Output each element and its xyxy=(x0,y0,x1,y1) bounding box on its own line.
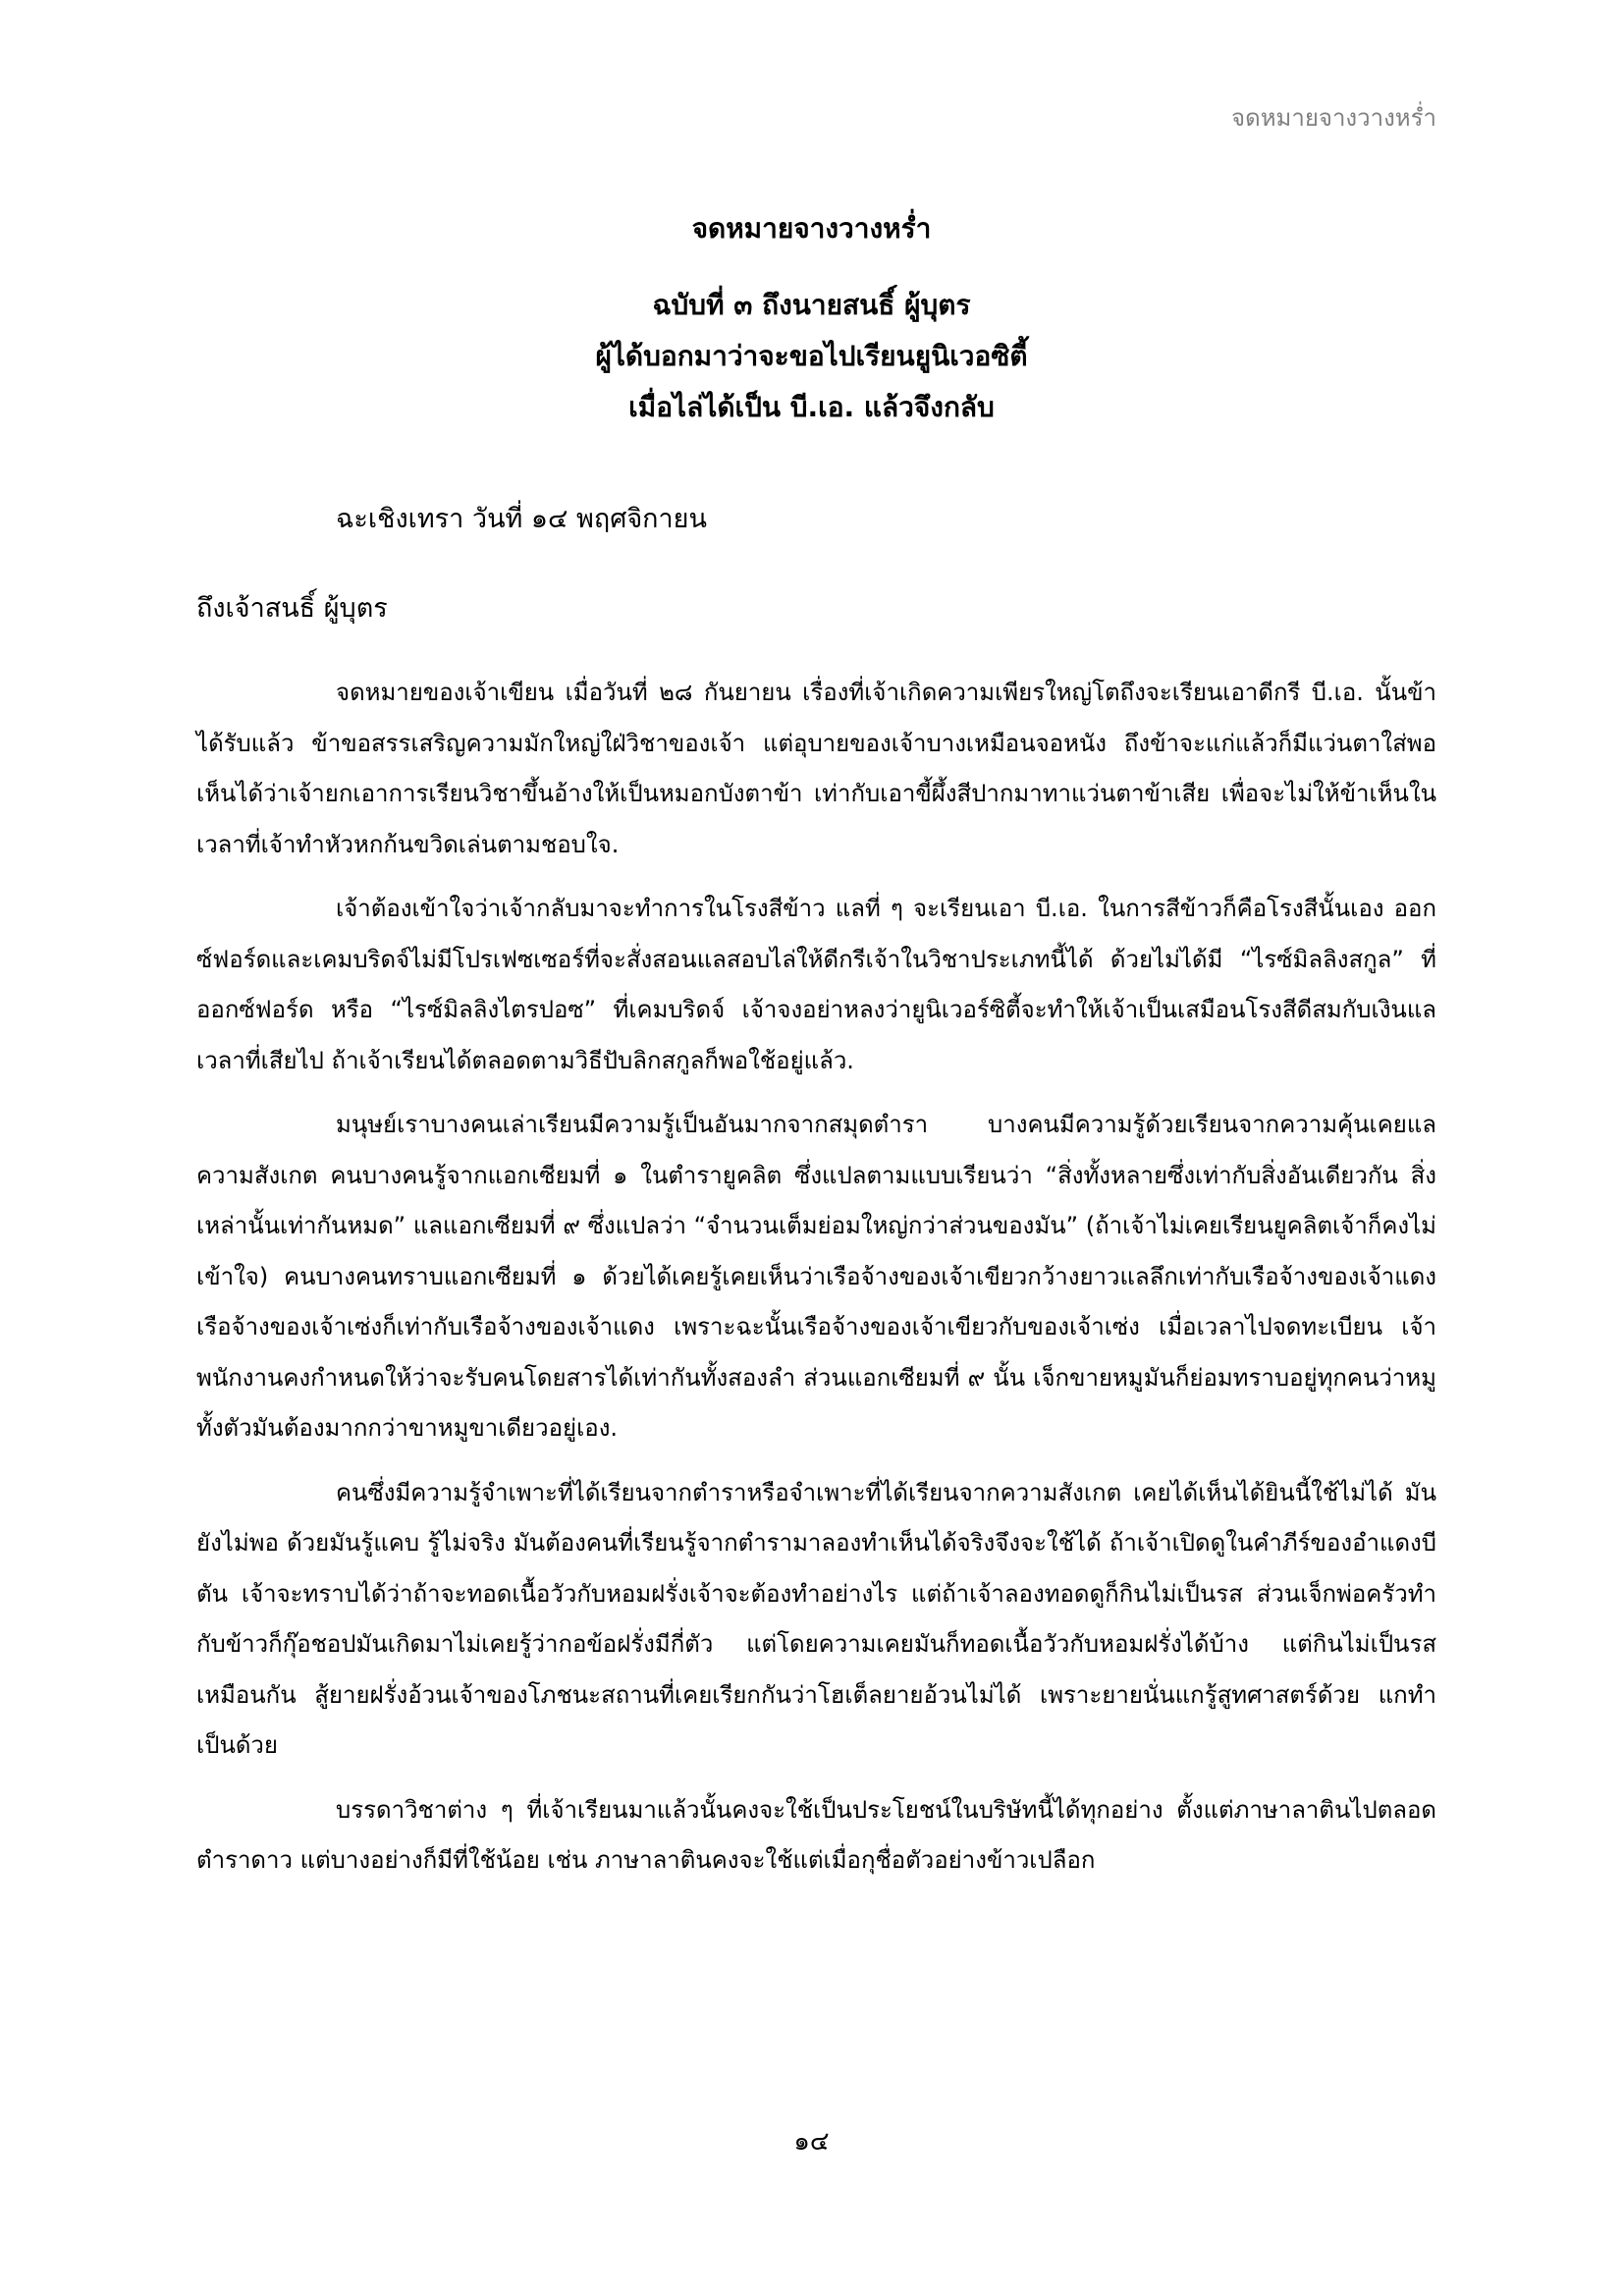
subtitle-line-2: ผู้ได้บอกมาว่าจะขอไปเรียนยูนิเวอซิตี้ xyxy=(595,340,1028,372)
subtitle-line-1: ฉบับที่ ๓ ถึงนายสนธิ์ ผู้บุตร xyxy=(652,289,971,321)
dateline: ฉะเชิงเทรา วันที่ ๑๔ พฤศจิกายน xyxy=(336,504,707,534)
paragraph: บรรดาวิชาต่าง ๆ ที่เจ้าเรียนมาแล้วนั้นคงจะใช้เป็นประโยชน์ในบริษัทนี้ได้ทุกอย่าง ตั้งแต่ภาษาลาตินไปตลอดตำราดาว แต่บางอย่างก็มีที่ใช้น้อย เช่น ภาษาลาตินคงจะใช้แต่เมื่อกุชื่อตัวอย่างข้าวเปลือก xyxy=(196,1795,1436,1874)
paragraph: เจ้าต้องเข้าใจว่าเจ้ากลับมาจะทำการในโรงสีข้าว แลที่ ๆ จะเรียนเอา บี.เอ. ในการสีข้าวก็คือโรงสีนั้นเอง ออกซ์ฟอร์ดและเคมบริดจ์ไม่มีโปรเฟซเซอร์ที่จะสั่งสอนแลสอบไล่ให้ดีกรีเจ้าในวิชาประเภทนี้ได้ ด้วยไม่ได้มี “ไรซ์มิลลิงสกูล” ที่ออกซ์ฟอร์ด หรือ “ไรซ์มิลลิงไตรปอซ” ที่เคมบริดจ์ เจ้าจงอย่าหลงว่ายูนิเวอร์ซิตี้จะทำให้เจ้าเป็นเสมือนโรงสีดีสมกับเงินแลเวลาที่เสียไป ถ้าเจ้าเรียนได้ตลอดตามวิธีปับลิกสกูลก็พอใช้อยู่แล้ว. xyxy=(196,895,1436,1074)
paragraph: คนซึ่งมีความรู้จำเพาะที่ได้เรียนจากตำราหรือจำเพาะที่ได้เรียนจากความสังเกต เคยได้เห็นได้ยินนี้ใช้ไม่ได้ มันยังไม่พอ ด้วยมันรู้แคบ รู้ไม่จริง มันต้องคนที่เรียนรู้จากตำรามาลองทำเห็นได้จริงจึงจะใช้ได้ ถ้าเจ้าเปิดดูในคำภีร์ของอำแดงบีตัน เจ้าจะทราบได้ว่าถ้าจะทอดเนื้อวัวกับหอมฝรั่งเจ้าจะต้องทำอย่างไร แต่ถ้าเจ้าลองทอดดูก็กินไม่เป็นรส ส่วนเจ็กพ่อครัวทำกับข้าวก็กุ๊อชอปมันเกิดมาไม่เคยรู้ว่ากอข้อฝรั่งมีกี่ตัว แต่โดยความเคยมันก็ทอดเนื้อวัวกับหอมฝรั่งได้บ้าง แต่กินไม่เป็นรสเหมือนกัน สู้ยายฝรั่งอ้วนเจ้าของโภชนะสถานที่เคยเรียกกันว่าโฮเต็ลยายอ้วนไม่ได้ เพราะยายนั่นแกรู้สูทศาสตร์ด้วย แกทำเป็นด้วย xyxy=(196,1478,1436,1759)
document-title: จดหมายจางวางหร่ำ xyxy=(691,212,932,245)
page-number: ๑๔ xyxy=(793,2127,830,2157)
letter-body xyxy=(196,668,1436,1886)
subtitle-line-3: เมื่อไล่ได้เป็น บี.เอ. แล้วจึงกลับ xyxy=(628,391,995,423)
paragraph: จดหมายของเจ้าเขียน เมื่อวันที่ ๒๘ กันยายน เรื่องที่เจ้าเกิดความเพียรใหญ่โตถึงจะเรียนเอาดีกรี บี.เอ. นั้นข้าได้รับแล้ว ข้าขอสรรเสริญความมักใหญ่ใฝ่วิชาของเจ้า แต่อุบายของเจ้าบางเหมือนจอหนัง ถึงข้าจะแก่แล้วก็มีแว่นตาใส่พอเห็นได้ว่าเจ้ายกเอาการเรียนวิชาขึ้นอ้างให้เป็นหมอกบังตาข้า เท่ากับเอาขี้ผึ้งสีปากมาทาแว่นตาข้าเสีย เพื่อจะไม่ให้ข้าเห็นในเวลาที่เจ้าทำหัวหกก้นขวิดเล่นตามชอบใจ. xyxy=(196,679,1436,858)
salutation: ถึงเจ้าสนธิ์ ผู้บุตร xyxy=(196,593,388,624)
running-header: จดหมายจางวางหร่ำ xyxy=(1231,104,1436,132)
title-block xyxy=(0,203,1623,433)
paragraph: มนุษย์เราบางคนเล่าเรียนมีความรู้เป็นอันมากจากสมุดตำรา บางคนมีความรู้ด้วยเรียนจากความคุ้นเคยแลความสังเกต คนบางคนรู้จากแอกเซียมที่ ๑ ในตำรายูคลิต ซึ่งแปลตามแบบเรียนว่า “สิ่งทั้งหลายซึ่งเท่ากับสิ่งอันเดียวกัน สิ่งเหล่านั้นเท่ากันหมด” แลแอกเซียมที่ ๙ ซึ่งแปลว่า “จำนวนเต็มย่อมใหญ่กว่าส่วนของมัน” (ถ้าเจ้าไม่เคยเรียนยูคลิตเจ้าก็คงไม่เข้าใจ) คนบางคนทราบแอกเซียมที่ ๑ ด้วยได้เคยรู้เคยเห็นว่าเรือจ้างของเจ้าเขียวกว้างยาวแลลึกเท่ากับเรือจ้างของเจ้าแดง เรือจ้างของเจ้าเซ่งก็เท่ากับเรือจ้างของเจ้าแดง เพราะฉะนั้นเรือจ้างของเจ้าเขียวกับของเจ้าเซ่ง เมื่อเวลาไปจดทะเบียน เจ้าพนักงานคงกำหนดให้ว่าจะรับคนโดยสารได้เท่ากันทั้งสองลำ ส่วนแอกเซียมที่ ๙ นั้น เจ็กขายหมูมันก็ย่อมทราบอยู่ทุกคนว่าหมูทั้งตัวมันต้องมากกว่าขาหมูขาเดียวอยู่เอง. xyxy=(196,1111,1436,1442)
